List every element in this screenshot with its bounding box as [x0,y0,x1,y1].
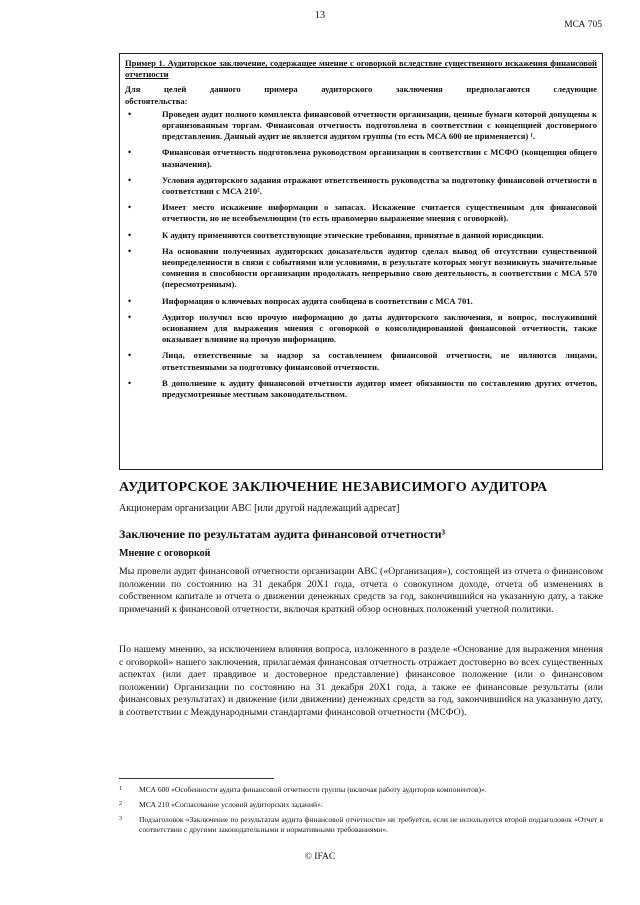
bullet-icon: • [128,311,132,322]
assumption-text: Имеет место искажение информации о запасах. Искажение считается существенным для финансовой отчетности, но не всеобъемлющим (то есть правомерно выражение мнения с оговоркой). [162,202,597,224]
assumptions-list [125,109,597,400]
addressee: Акционерам организации ABC [или другой надлежащий адресат] [119,503,400,514]
example-box [119,53,603,470]
footnote-text: МСА 600 «Особенности аудита финансовой отчетности группы (включая работу аудиторов компонентов)». [139,785,487,794]
assumption-item [125,296,597,307]
assumption-item [125,312,597,346]
assumption-text: Аудитор получил всю прочую информацию до даты аудиторского заключения, и вопрос, послуживший основанием для выражения мнения с оговоркой о консолидированной финансовой отчетности, также оказывает влияние на прочую информацию. [162,311,597,345]
bullet-icon: • [128,147,132,158]
bullet-icon: • [128,245,132,256]
footnote-number: 1 [119,786,122,792]
example-title: Пример 1. Аудиторское заключение, содержащее мнение с оговоркой вследствие существенного искажения финансовой отчетности [125,58,597,80]
footer-copyright: © IFAC [304,852,336,862]
assumption-item [125,109,597,143]
assumption-text: Условия аудиторского задания отражают ответственность руководства за подготовку финансовой отчетности в соответствии с МСА 210². [162,174,597,197]
assumption-text: На основании полученных аудиторских доказательств аудитор сделал вывод об отсутствии существенной неопределенности в связи с событиями или условиями, в результате которых могут возникнуть значительные сомнения в способности организации продолжать непрерывно свою деятельность, в соответствии с МСА 570 (пересмотренным). [162,245,597,290]
bullet-icon: • [128,295,132,306]
assumption-text: Проведен аудит полного комплекта финансовой отчетности организации, ценные бумаги которой допущены к организованным торгам. Финансовая отчетность подготовлена в соответствии с концепцией достоверного представления. Данный аудит не является аудитом группы (то есть МСА 600 не применяется) ¹. [162,108,597,142]
example-intro: Для целей данного примера аудиторского заключения предполагаются следующие [125,84,597,95]
bullet-icon: • [128,350,132,361]
footnote-number: 2 [119,801,122,807]
example-intro-continued: обстоятельства: [125,95,188,106]
assumption-text: К аудиту применяются соответствующие этические требования, принятые в данной юрисдикции. [162,229,544,240]
assumption-item [125,175,597,197]
report-heading: АУДИТОРСКОЕ ЗАКЛЮЧЕНИЕ НЕЗАВИСИМОГО АУДИТОРА [119,480,548,495]
bullet-icon: • [128,174,132,185]
footnote-number: 3 [119,816,122,822]
assumption-item [125,230,597,241]
assumption-text: Лица, ответственные за надзор за составлением финансовой отчетности, не являются лицами, ответственными за подготовку финансовой отчетности. [162,350,597,372]
opinion-paragraph-1: Мы провели аудит финансовой отчетности организации ABC («Организация»), состоящей из отчета о финансовом положении по состоянию на 31 декабря 20X1 года, отчета о совокупном доходе, отчета об изменениях в собственном капитале и отчета о движении денежных средств за год, закончившийся на указанную дату, а также примечаний к финансовой отчетности, включая краткий обзор основных положений учетной политики. [119,566,603,615]
opinion-paragraph-2: По нашему мнению, за исключением влияния вопроса, изложенного в разделе «Основание для выражения мнения с оговоркой» нашего заключения, прилагаемая финансовая отчетность отражает достоверно во всех существенных аспектах (или дает правдивое и достоверное представление) финансовое положение (или о финансовом положении) Организации по состоянию на 31 декабря 20X1 года, а также ее финансовые результаты (или финансовых результатах) и движение (или движении) денежных средств за год, закончившийся на указанную дату, в соответствии с Международными стандартами финансовой отчетности (МСФО). [119,644,603,718]
bullet-icon: • [128,377,132,388]
bullet-icon: • [128,108,132,119]
assumption-text: В дополнение к аудиту финансовой отчетности аудитор имеет обязанности по составлению других отчетов, предусмотренные местным законодательством. [162,377,597,400]
footnote-divider [119,778,274,779]
assumption-item [125,246,597,291]
document-code: МСА 705 [564,20,602,30]
subsection-title: Мнение с оговоркой [119,548,211,559]
footnote-text: МСА 210 «Согласование условий аудиторских заданий». [139,800,323,809]
assumption-item [125,350,597,372]
section-title: Заключение по результатам аудита финансовой отчетности³ [119,527,446,541]
bullet-icon: • [128,229,132,240]
footnote-text: Подзаголовок «Заключение по результатам аудита финансовой отчетности» не требуется, если не используется второй подзаголовок «Отчет в соответствии с другими законодательными и нормативными требованиями». [139,815,603,834]
assumption-item [125,378,597,400]
bullet-icon: • [128,202,132,213]
footnote [119,815,603,835]
assumption-item [125,202,597,224]
assumption-text: Информация о ключевых вопросах аудита сообщена в соответствии с МСА 701. [162,295,473,306]
page-number: 13 [315,10,325,21]
assumption-text: Финансовая отчетность подготовлена руководством организации в соответствии с МСФО (концепция общего назначения). [162,147,597,169]
assumption-item [125,147,597,169]
